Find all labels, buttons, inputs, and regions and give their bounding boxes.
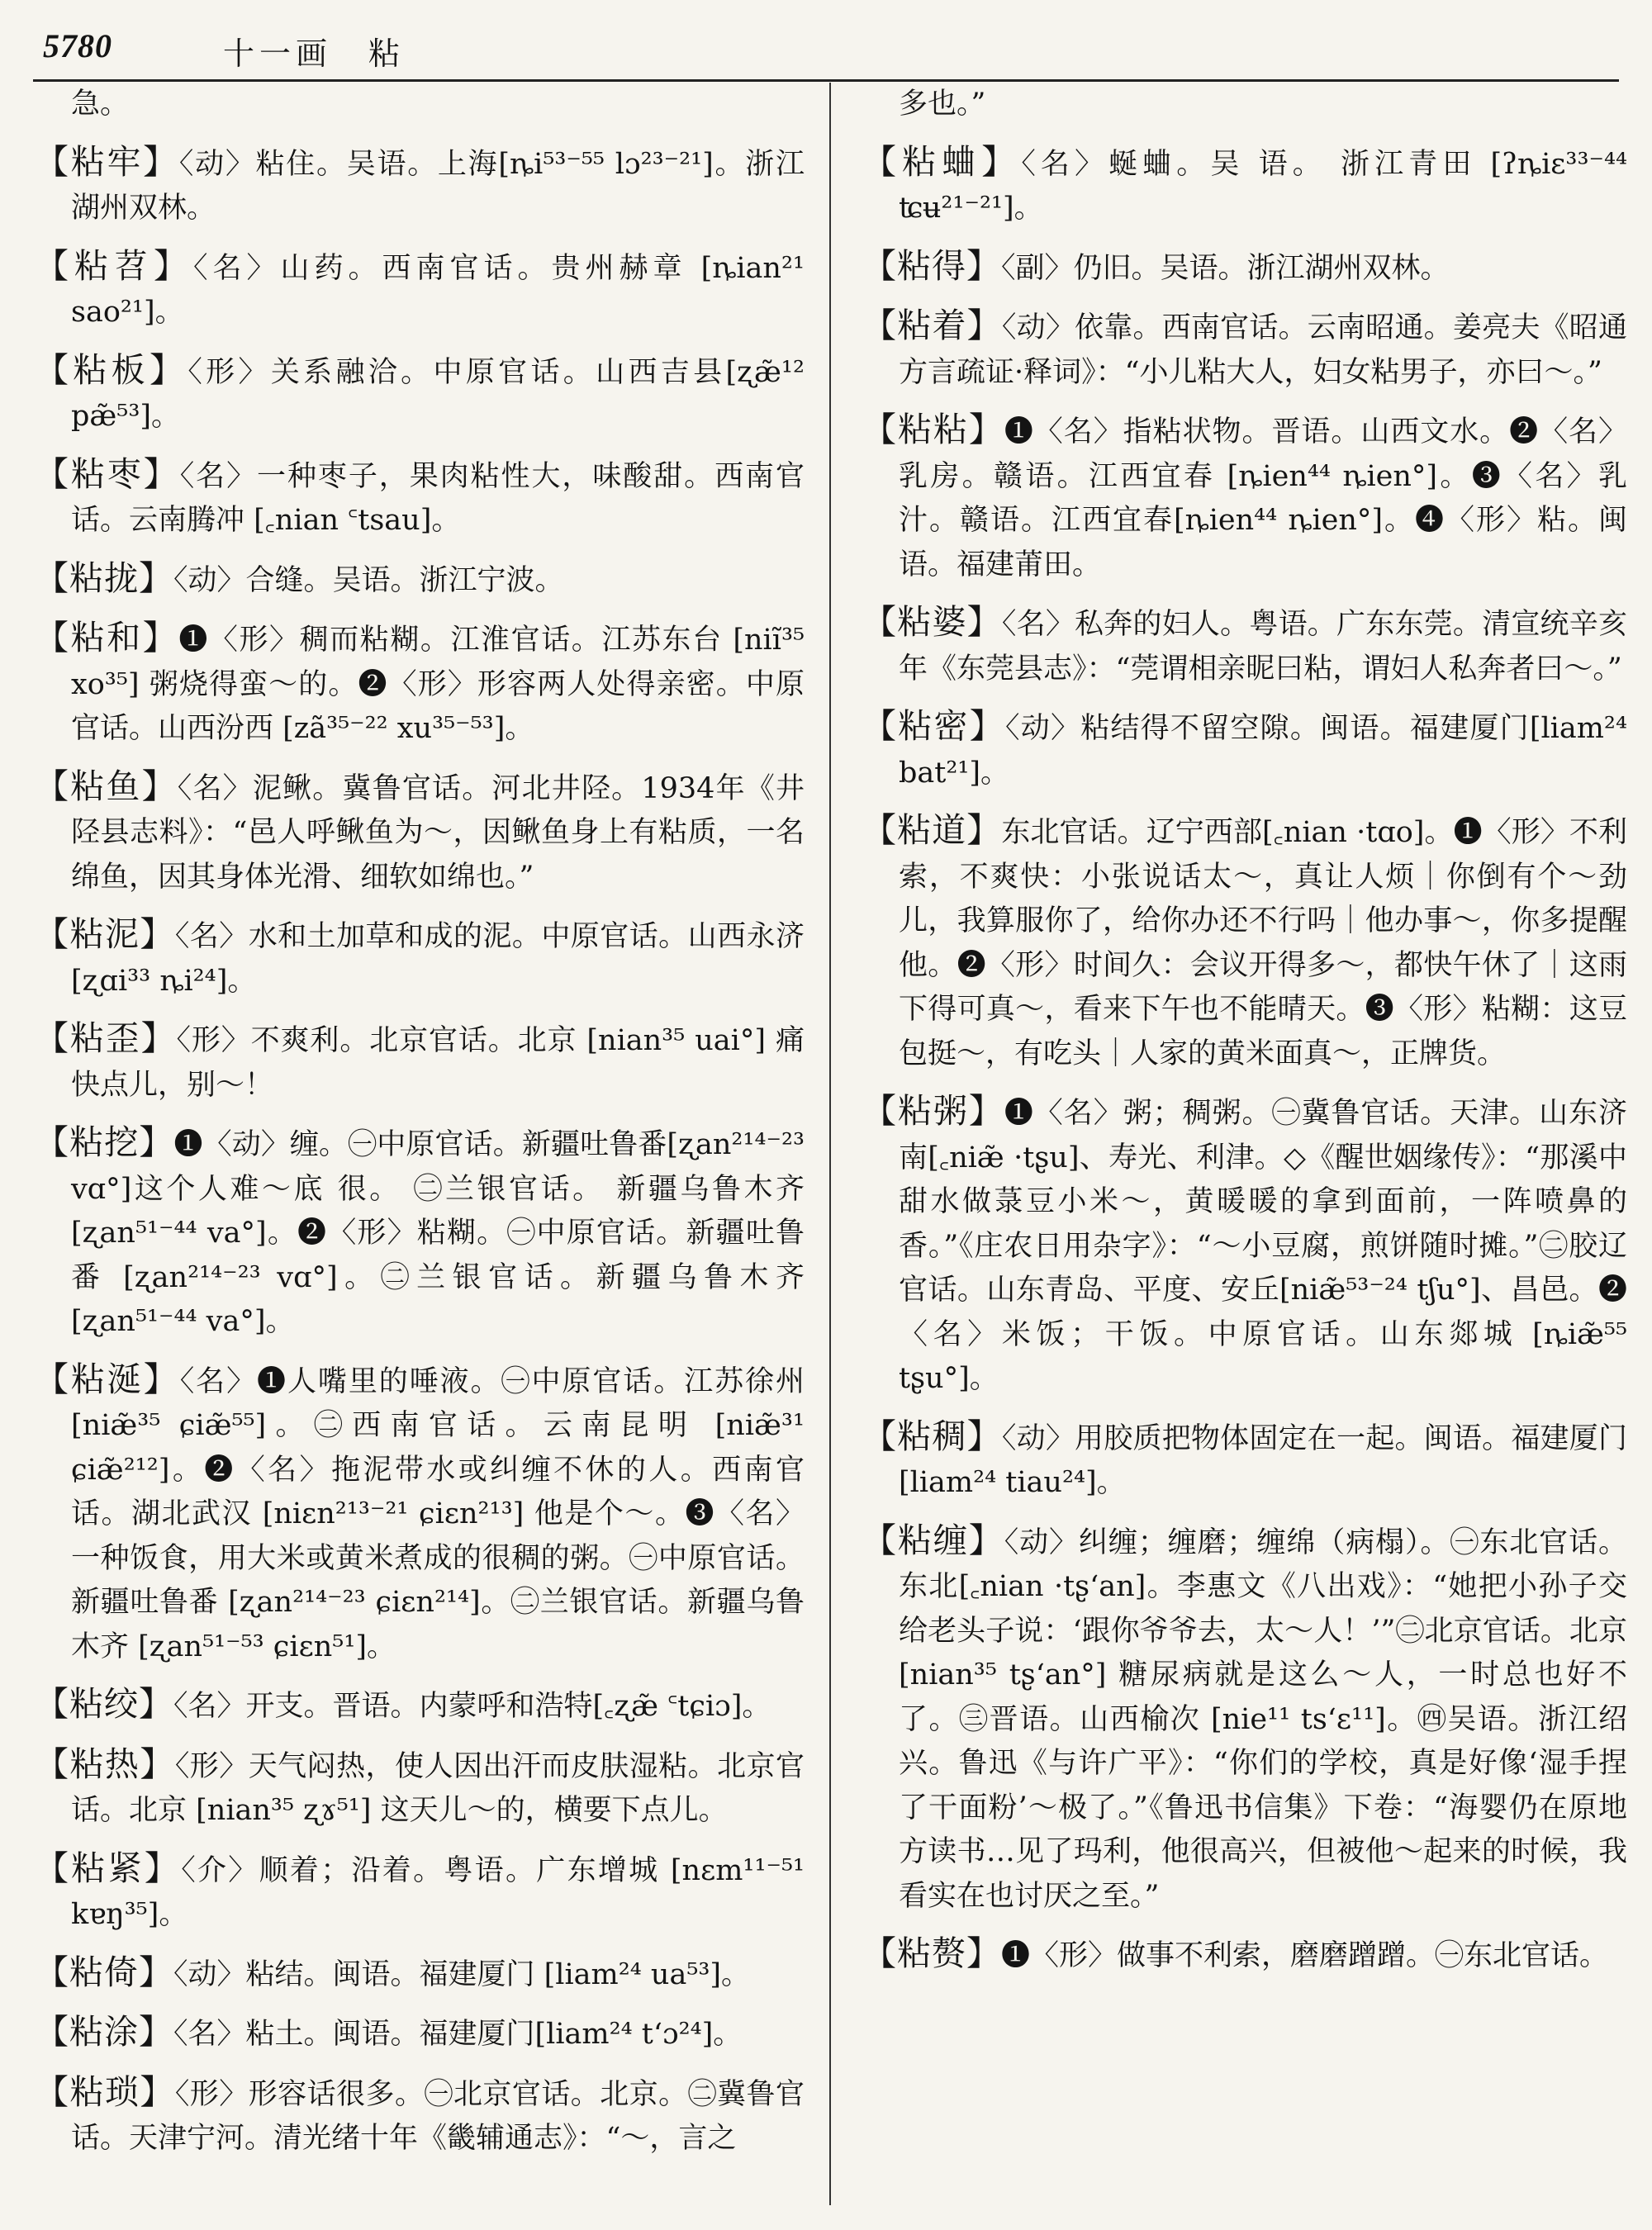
entry-definition: ❶〈名〉指粘状物。晋语。山西文水。❷〈名〉乳房。赣语。江西宜春 [ȵien⁴⁴ ȵien°]。❸〈名〉乳汁。赣语。江西宜春[ȵien⁴⁴ ȵien°]。❹〈形〉粘。闽语。福建莆田。 <box>899 415 1627 581</box>
entry-headword: 【粘稠】 <box>862 1416 1002 1456</box>
entry-headword: 【粘赘】 <box>862 1933 1001 1973</box>
entry-definition: 〈动〉粘结。闽语。福建厦门 [liam²⁴ ua⁵³]。 <box>173 1957 751 1991</box>
dictionary-entry <box>859 408 1627 587</box>
entry-definition: 〈名〉开支。晋语。内蒙呼和浩特[꜀ʐæ̃ ꜂tɕiɔ]。 <box>173 1690 771 1723</box>
entry-list <box>31 140 805 2161</box>
dictionary-entry <box>31 453 805 543</box>
entry-headword: 【粘枣】 <box>35 453 180 494</box>
entry-definition: ❶〈名〉粥；稠粥。㊀冀鲁官话。天津。山东济南[꜀niæ̃ ·tʂu]、寿光、利津。◇《醒世姻缘传》：“那溪中甜水做菉豆小米～，黄暖暖的拿到面前，一阵喷鼻的香。”《庄农日用杂字》：“～小豆腐，煎饼随时摊。”㊁胶辽官话。山东青岛、平度、安丘[niæ̃⁵³⁻²⁴ tʃu°]、昌邑。❷〈名〉米饭；干饭。中原官话。山东郯城 [ȵiæ̃⁵⁵ tʂu°]。 <box>899 1097 1627 1395</box>
page-number: 5780 <box>43 27 112 64</box>
dictionary-entry <box>31 913 805 1004</box>
entry-headword: 【粘紧】 <box>35 1848 182 1888</box>
entry-definition: ❶〈形〉稠而粘糊。江淮官话。江苏东台 [niĩ³⁵ xo³⁵] 粥烧得蛮～的。❷〈形〉形容两人处得亲密。中原官话。山西汾西 [zã³⁵⁻²² xu³⁵⁻⁵³]。 <box>71 624 805 745</box>
dictionary-entry <box>31 1358 805 1670</box>
dictionary-entry <box>31 2071 805 2161</box>
entry-list <box>859 140 1627 1979</box>
continuation-text: 多也。” <box>899 88 986 121</box>
entry-headword: 【粘和】 <box>35 618 179 657</box>
entry-headword: 【粘粥】 <box>862 1091 1004 1131</box>
entry-headword: 【粘拢】 <box>35 558 173 598</box>
entry-headword: 【粘涂】 <box>35 2012 173 2052</box>
entry-headword: 【粘泥】 <box>35 914 175 954</box>
dictionary-entry <box>859 600 1627 691</box>
entry-headword: 【粘牢】 <box>35 141 179 182</box>
dictionary-entry <box>31 244 805 335</box>
entry-definition: 〈名〉一种枣子，果肉粘性大，味酸甜。西南官话。云南腾冲 [꜀nian ꜂tsau]。 <box>71 459 805 537</box>
entry-headword: 【粘倚】 <box>35 1952 173 1992</box>
entry-headword: 【粘歪】 <box>35 1018 177 1058</box>
dictionary-entry <box>31 2010 805 2057</box>
entry-headword: 【粘涎】 <box>35 1359 180 1399</box>
dictionary-entry <box>859 705 1627 795</box>
section-title: 十一画 粘 <box>223 36 406 72</box>
entry-headword: 【粘粘】 <box>862 410 1004 449</box>
entry-headword: 【粘绞】 <box>35 1684 173 1724</box>
dictionary-entry <box>859 1089 1627 1402</box>
entry-headword: 【粘缠】 <box>862 1520 1004 1560</box>
entry-definition: 〈名〉水和土加草和成的泥。中原官话。山西永济 [ʐɑi³³ ȵi²⁴]。 <box>71 920 805 998</box>
dictionary-entry <box>859 1519 1627 1919</box>
continuation-text: 急。 <box>71 88 130 121</box>
entry-definition: 〈形〉关系融洽。中原官话。山西吉县[ʐæ̃¹² pæ̃⁵³]。 <box>71 355 805 433</box>
entry-definition: 〈动〉粘结得不留空隙。闽语。福建厦门[liam²⁴ bat²¹]。 <box>899 712 1627 790</box>
dictionary-entry <box>859 140 1627 231</box>
entry-definition: 〈形〉形容话很多。㊀北京官话。北京。㊁冀鲁官话。天津宁河。清光绪十年《畿辅通志》：“～，言之 <box>71 2077 805 2155</box>
dictionary-entry <box>31 1121 805 1345</box>
entry-headword: 【粘蛐】 <box>862 141 1022 182</box>
entry-definition: 〈名〉私奔的妇人。粤语。广东东莞。清宣统辛亥年《东莞县志》：“莞谓相亲昵曰粘，谓妇人私奔者曰～。” <box>899 608 1627 686</box>
entry-headword: 【粘婆】 <box>862 602 1002 642</box>
dictionary-entry <box>859 304 1627 395</box>
entry-definition: 〈名〉蜒蛐。吴 语。 浙江青田 [ʔȵiɛ³³⁻⁴⁴ ʨʉ²¹⁻²¹]。 <box>899 147 1627 225</box>
entry-definition: 〈动〉粘住。吴语。上海[ȵi⁵³⁻⁵⁵ lɔ²³⁻²¹]。浙江湖州双林。 <box>71 147 805 225</box>
entry-headword: 【粘琐】 <box>35 2071 175 2112</box>
entry-definition: 〈副〉仍旧。吴语。浙江湖州双林。 <box>1001 251 1450 285</box>
dictionary-entry <box>859 809 1627 1076</box>
entry-headword: 【粘热】 <box>35 1744 175 1784</box>
entry-headword: 【粘板】 <box>35 349 188 390</box>
entry-definition: 东北官话。辽宁西部[꜀nian ·tɑo]。❶〈形〉不利索，不爽快：小张说话太～，真让人烦｜你倒有个～劲儿，我算服你了，给你办还不行吗｜他办事～，你多提醒他。❷〈形〉时间久：会议开得多～，都快午休了｜这雨下得可真～，看来下午也不能晴天。❸〈形〉粘糊：这豆包挺～，有吃头｜人家的黄米面真～，正牌货。 <box>899 816 1627 1070</box>
dictionary-entry <box>859 1415 1627 1506</box>
left-column <box>31 83 805 2213</box>
entry-definition: 〈动〉用胶质把物体固定在一起。闽语。福建厦门 [liam²⁴ tiau²⁴]。 <box>899 1421 1627 1499</box>
dictionary-entry <box>31 1682 805 1729</box>
entry-headword: 【粘苕】 <box>35 245 193 286</box>
dictionary-entry <box>31 140 805 231</box>
dictionary-entry <box>859 1932 1627 1979</box>
entry-headword: 【粘着】 <box>862 306 1002 345</box>
entry-definition: ❶〈动〉缠。㊀中原官话。新疆吐鲁番[ʐan²¹⁴⁻²³ vɑ°]这个人难～底 很。 ㊁兰银官话。 新疆乌鲁木齐 [ʐan⁵¹⁻⁴⁴ va°]。❷〈形〉粘糊。㊀中原官话。新疆吐鲁番 [ʐan²¹⁴⁻²³ vɑ°]。㊁兰银官话。新疆乌鲁木齐 [ʐan⁵¹⁻⁴⁴ va°]。 <box>71 1128 805 1338</box>
dictionary-entry <box>31 616 805 752</box>
page-header <box>33 15 1619 82</box>
entry-definition: 〈名〉❶人嘴里的唾液。㊀中原官话。江苏徐州 [niæ̃³⁵ ɕiæ̃⁵⁵]。㊁西南官话。云南昆明 [niæ̃³¹ ɕiæ̃²¹²]。❷〈名〉拖泥带水或纠缠不休的人。西南官话。湖北武汉 [niɛn²¹³⁻²¹ ɕiɛn²¹³] 他是个～。❸〈名〉一种饭食，用大米或黄米煮成的很稠的粥。㊀中原官话。新疆吐鲁番 [ʐan²¹⁴⁻²³ ɕiɛn²¹⁴]。㊁兰银官话。新疆乌鲁木齐 [ʐan⁵¹⁻⁵³ ɕiɛn⁵¹]。 <box>71 1364 805 1663</box>
dictionary-entry <box>31 557 805 604</box>
dictionary-entry <box>31 1017 805 1108</box>
entry-headword: 【粘挖】 <box>35 1122 174 1162</box>
column-divider <box>829 83 831 2205</box>
entry-headword: 【粘道】 <box>862 810 1002 850</box>
entry-headword: 【粘得】 <box>862 245 1001 286</box>
dictionary-entry <box>859 244 1627 292</box>
right-column <box>859 83 1627 2213</box>
entry-definition: 〈名〉山药。西南官话。贵州赫章 [ȵian²¹ sao²¹]。 <box>71 251 805 329</box>
dictionary-entry <box>31 1847 805 1938</box>
entry-definition: ❶〈形〉做事不利索，磨磨蹭蹭。㊀东北官话。 <box>1001 1939 1609 1972</box>
dictionary-entry <box>31 349 805 439</box>
dictionary-entry <box>31 765 805 900</box>
entry-definition: 〈形〉不爽利。北京官话。北京 [nian³⁵ uai°] 痛快点儿，别～！ <box>71 1024 805 1102</box>
entry-definition: 〈介〉顺着；沿着。粤语。广东增城 [nɛm¹¹⁻⁵¹ kɐŋ³⁵]。 <box>71 1853 805 1931</box>
entry-definition: 〈动〉依靠。西南官话。云南昭通。姜亮夫《昭通方言疏证·释词》：“小儿粘大人，妇女粘男子，亦曰～。” <box>899 311 1627 389</box>
dictionary-entry <box>31 1951 805 1998</box>
entry-definition: 〈动〉纠缠；缠磨；缠绵（病榻）。㊀东北官话。东北[꜀nian ·tʂ‘an]。李惠文《八出戏》：“她把小孙子交给老头子说：‘跟你爷爷去，太～人！’”㊁北京官话。北京 [nian³⁵ tʂ‘an°] 糖尿病就是这么～人，一时总也好不了。㊂晋语。山西榆次 [nie¹¹ ts‘ɛ¹¹]。㊃吴语。浙江绍兴。鲁迅《与许广平》：“你们的学校，真是好像‘湿手捏了干面粉’～极了。”《鲁迅书信集》下卷：“海婴仍在原地方读书…见了玛利，他很高兴，但被他～起来的时候，我看实在也讨厌之至。” <box>899 1525 1627 1913</box>
entry-definition: 〈形〉天气闷热，使人因出汗而皮肤湿粘。北京官话。北京 [nian³⁵ ʐɤ⁵¹] 这天儿～的，横要下点儿。 <box>71 1749 805 1827</box>
entry-headword: 【粘密】 <box>862 706 1005 746</box>
dictionary-entry <box>31 1743 805 1834</box>
entry-definition: 〈名〉泥鳅。冀鲁官话。河北井陉。1934年《井陉县志料》：“邑人呼鳅鱼为～，因鳅鱼身上有粘质，一名绵鱼，因其身体光滑、细软如绵也。” <box>71 771 805 894</box>
entry-definition: 〈动〉合缝。吴语。浙江宁波。 <box>173 563 564 597</box>
entry-headword: 【粘鱼】 <box>35 766 178 806</box>
entry-definition: 〈名〉粘土。闽语。福建厦门[liam²⁴ t‘ɔ²⁴]。 <box>173 2018 743 2051</box>
